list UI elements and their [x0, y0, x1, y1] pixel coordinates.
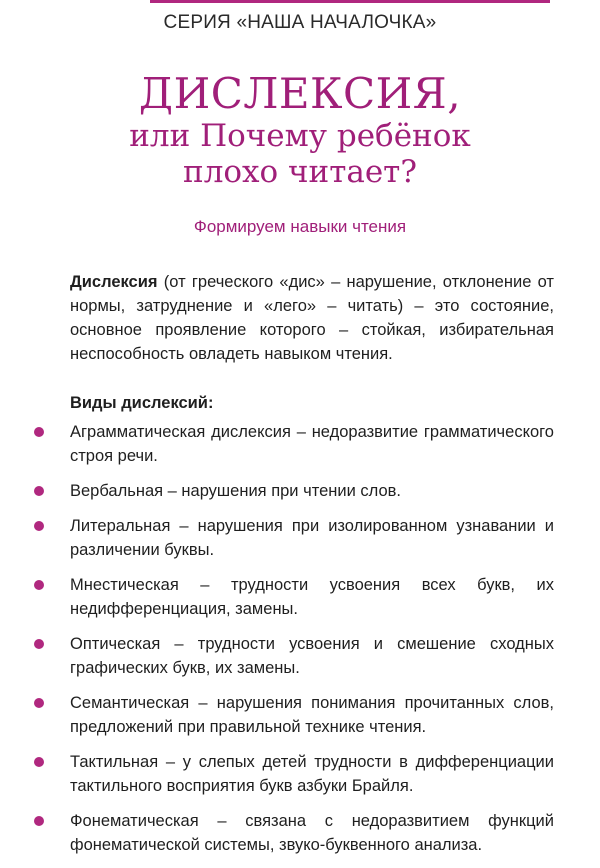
bullet-icon — [34, 757, 44, 767]
list-item — [0, 514, 600, 562]
list-item-text: Вербальная – нарушения при чтении слов. — [70, 482, 401, 500]
list-item — [0, 809, 600, 857]
list-item — [0, 573, 600, 621]
list-item-text: Аграмматическая дислексия – недоразвитие грамматического строя речи. — [70, 423, 554, 465]
list-item-text: Тактильная – у слепых детей трудности в дифференциации тактильного восприятия букв азбуки Брайля. — [70, 753, 554, 795]
list-item — [0, 420, 600, 468]
series-title: СЕРИЯ «НАША НАЧАЛОЧКА» — [163, 12, 437, 33]
bullet-icon — [34, 486, 44, 496]
title-line-2: или Почему ребёнок — [129, 118, 471, 154]
list-item-text: Фонематическая – связана с недоразвитием функций фонематической системы, звуко-буквенного анализа. — [70, 812, 554, 854]
definition-term: Дислексия — [70, 273, 158, 291]
list-item-text: Семантическая – нарушения понимания прочитанных слов, предложений при правильной технике чтения. — [70, 694, 554, 736]
title-line-1: ДИСЛЕКСИЯ, — [138, 69, 462, 118]
title-line-3: плохо читает? — [183, 154, 417, 190]
list-item — [0, 750, 600, 798]
list-item — [0, 691, 600, 739]
bullet-icon — [34, 580, 44, 590]
bullet-icon — [34, 521, 44, 531]
definition-text: (от греческого «дис» – нарушение, отклонение от нормы, затруднение и «лего» – читать) – это состояние, основное проявление которого – стойкая, избирательная неспособность овладеть навыком чтения. — [70, 273, 554, 363]
bullet-icon — [34, 427, 44, 437]
list-item — [0, 632, 600, 680]
book-title — [40, 70, 560, 190]
bullet-icon — [34, 698, 44, 708]
header-rule — [150, 0, 550, 3]
bullet-icon — [34, 639, 44, 649]
types-list — [0, 420, 600, 868]
bullet-icon — [34, 816, 44, 826]
list-item-text: Литеральная – нарушения при изолированном узнавании и различении буквы. — [70, 517, 554, 559]
list-item-text: Оптическая – трудности усвоения и смешение сходных графических букв, их замены. — [70, 635, 554, 677]
types-heading: Виды дислексий: — [70, 394, 214, 412]
list-item — [0, 479, 600, 503]
book-subtitle: Формируем навыки чтения — [193, 217, 407, 236]
list-item-text: Мнестическая – трудности усвоения всех букв, их недифференциация, замены. — [70, 576, 554, 618]
definition-paragraph — [70, 270, 554, 366]
